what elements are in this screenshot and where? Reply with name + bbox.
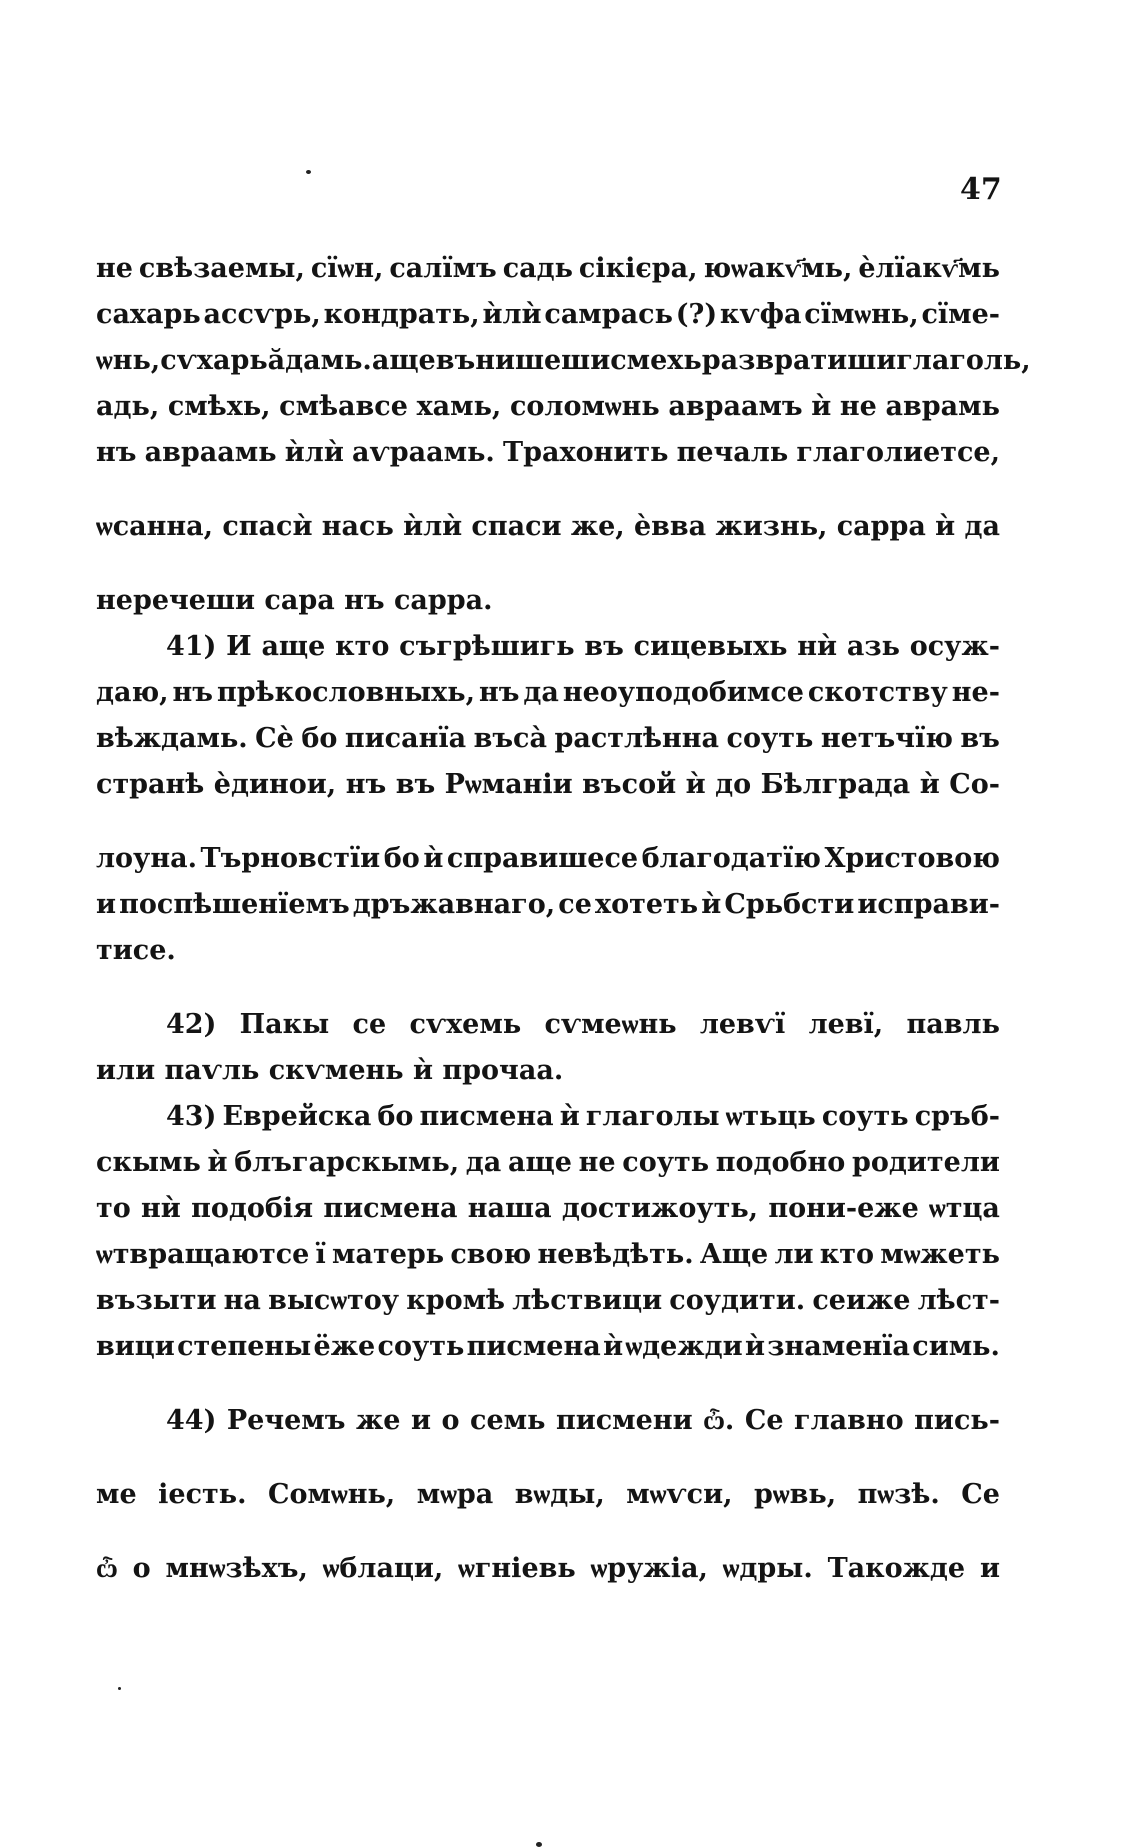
word: мѡра	[416, 1479, 494, 1510]
text-line	[96, 1140, 1000, 1186]
word: ѐлїакѵ҃мь	[858, 253, 1000, 284]
word: о	[441, 1405, 460, 1436]
word: Срьбсти	[724, 889, 855, 920]
paragraph-41-start	[96, 624, 1000, 670]
word: подобно	[715, 1147, 846, 1178]
word: бо	[301, 723, 338, 754]
text-line	[96, 1278, 1000, 1324]
word: ѐдинои,	[213, 769, 337, 800]
word: въ	[960, 723, 1000, 754]
word: не	[839, 391, 877, 422]
word: сѵхемь	[409, 1009, 522, 1040]
word: лоуна.	[96, 843, 197, 874]
word: мѡжеть	[880, 1239, 1000, 1270]
word: симь.	[912, 1331, 1000, 1362]
word: же,	[570, 511, 625, 542]
paragraph-44-start	[96, 1398, 1000, 1444]
word: вѣждамь.	[96, 723, 248, 754]
word: ѡдры.	[722, 1553, 813, 1584]
word: пѡзѣ.	[857, 1479, 940, 1510]
text-line	[96, 384, 1000, 430]
word: вици	[96, 1331, 175, 1362]
word: Такожде	[827, 1553, 966, 1584]
word: нъ	[478, 677, 520, 708]
text-line	[96, 430, 1000, 476]
word: жизнь,	[715, 511, 828, 542]
word: же	[355, 1405, 401, 1436]
word: ѝлѝ	[284, 437, 344, 468]
word: iесть.	[158, 1479, 247, 1510]
word: соуть	[821, 1101, 909, 1132]
word: глаголиетсе,	[796, 437, 1000, 468]
word: въсой	[582, 769, 677, 800]
word: сїѡн,	[310, 253, 384, 284]
text-line	[96, 882, 1000, 928]
word: соуть	[377, 1331, 465, 1362]
word: хамь,	[416, 391, 502, 422]
word: рѡвь,	[754, 1479, 837, 1510]
word: ї	[315, 1239, 326, 1270]
word: писмена	[419, 1101, 554, 1132]
word: авраамь	[144, 437, 277, 468]
word: ѝ	[919, 769, 940, 800]
word: дръжавнаго,	[352, 889, 556, 920]
word: ѡтца	[929, 1193, 1000, 1224]
body-text	[96, 246, 1031, 1592]
text-line	[96, 1232, 1000, 1278]
word: кто	[335, 631, 390, 662]
text-line	[96, 1186, 1000, 1232]
word: матерь	[332, 1239, 445, 1270]
page-number: 47	[960, 172, 1002, 207]
word: степены	[177, 1331, 312, 1362]
word: бо	[383, 843, 420, 874]
word: соудити.	[669, 1285, 806, 1316]
word: странѣ	[96, 769, 205, 800]
word: вѡды,	[514, 1479, 605, 1510]
word: осуж-	[909, 631, 1000, 662]
text-line	[96, 670, 1000, 716]
text-line	[96, 246, 1000, 292]
word: ѝ	[811, 391, 832, 422]
word: ѝлѝ	[403, 511, 463, 542]
word: неоуподобимсе	[562, 677, 804, 708]
word: да	[465, 1147, 502, 1178]
text-line	[96, 1472, 1000, 1518]
word: ѝ	[744, 1331, 765, 1362]
word: и	[96, 889, 117, 920]
word: 43)	[166, 1101, 217, 1132]
paragraph-42-start	[96, 1002, 1000, 1048]
word: сїме-	[921, 299, 1000, 330]
word: достижоуть,	[561, 1193, 759, 1224]
word: мнѡзѣхъ,	[165, 1553, 308, 1584]
word: въ	[584, 631, 624, 662]
word: скымь	[96, 1147, 201, 1178]
word: аще	[508, 1147, 572, 1178]
word: авраамъ	[668, 391, 803, 422]
word: свою	[450, 1239, 532, 1270]
word: ѝлѝ	[482, 299, 542, 330]
word: Аще	[699, 1239, 769, 1270]
word: на	[223, 1285, 261, 1316]
text-line	[96, 292, 1000, 338]
word: скотству	[807, 677, 948, 708]
word: ѝ	[559, 1101, 580, 1132]
word: Еврейска	[222, 1101, 372, 1132]
word: сицевыхь	[633, 631, 788, 662]
word: ăдамь.	[267, 345, 372, 376]
word: (?)	[675, 299, 718, 330]
word: аѵраамь.	[352, 437, 495, 468]
word: 41)	[166, 631, 217, 662]
word: ѽ.	[703, 1405, 735, 1436]
word: сарра	[836, 511, 926, 542]
word: спаси	[471, 511, 562, 542]
word: растлѣнна	[554, 723, 720, 754]
word: вънишеши	[435, 345, 611, 376]
word: невѣдѣть.	[537, 1239, 694, 1270]
word: лѣствици	[512, 1285, 663, 1316]
word: ѽ	[96, 1553, 118, 1584]
word: поспѣшенїемъ	[119, 889, 350, 920]
word: сїмѡнь,	[804, 299, 919, 330]
word: соломѡнь	[509, 391, 660, 422]
word: и	[979, 1553, 1000, 1584]
word: сахарь	[96, 299, 201, 330]
word: Бѣлграда	[760, 769, 911, 800]
word: се	[352, 1009, 387, 1040]
word: пони-еже	[768, 1193, 919, 1224]
word: Со-	[949, 769, 1000, 800]
word: ѝ	[701, 889, 722, 920]
word: сѵмеѡнь	[544, 1009, 677, 1040]
word: благодатїю	[641, 843, 821, 874]
word: высѡтоу	[268, 1285, 400, 1316]
word: прѣкословныхь,	[216, 677, 475, 708]
word: Сѐ	[255, 723, 294, 754]
word: кромѣ	[406, 1285, 506, 1316]
word: смехь	[610, 345, 702, 376]
word: ёже	[313, 1331, 376, 1362]
word: спасѝ	[222, 511, 313, 542]
word: ѝ	[423, 843, 444, 874]
word: ѡгнiевь	[458, 1553, 576, 1584]
word: глаголь,	[896, 345, 1031, 376]
word: то	[96, 1193, 131, 1224]
word: въсà	[473, 723, 547, 754]
word: левѵї	[699, 1009, 786, 1040]
word: развратиши	[701, 345, 897, 376]
text-line: неречеши сара нъ сарра.	[96, 585, 493, 616]
word: да	[523, 677, 559, 708]
word: нъ	[172, 677, 214, 708]
word: и	[410, 1405, 431, 1436]
word: И	[226, 631, 252, 662]
word: ѡсанна,	[96, 511, 214, 542]
word: нетъчїю	[820, 723, 953, 754]
word: мѡѵси,	[626, 1479, 733, 1510]
word: Търновстїи	[200, 843, 381, 874]
word: знаменїа	[767, 1331, 910, 1362]
word: да	[964, 511, 1000, 542]
word: не	[578, 1147, 616, 1178]
word: кто	[819, 1239, 875, 1270]
word: блъгарскымь,	[234, 1147, 460, 1178]
text-line: или паѵль скѵмень ѝ прочаа.	[96, 1055, 564, 1086]
word: юѡакѵ҃мь,	[703, 253, 853, 284]
word: печаль	[676, 437, 789, 468]
word: 42)	[166, 1009, 217, 1040]
text-line	[96, 762, 1000, 808]
word: кѵфа	[719, 299, 802, 330]
word: салїмъ	[389, 253, 497, 284]
text-line	[96, 338, 1031, 384]
word: сръб-	[914, 1101, 1000, 1132]
word: ѐвва	[633, 511, 707, 542]
word: кондрать,	[323, 299, 480, 330]
word: аврамь	[885, 391, 1000, 422]
word: азь	[846, 631, 900, 662]
word: пись-	[914, 1405, 1000, 1436]
word: Пакы	[239, 1009, 330, 1040]
word: главно	[794, 1405, 904, 1436]
word: ѝ	[603, 1331, 624, 1362]
word: сѵхарь	[160, 345, 268, 376]
word: Сомѡнь,	[268, 1479, 396, 1510]
word: о	[132, 1553, 151, 1584]
word: бо	[377, 1101, 414, 1132]
word: ассѵрь,	[203, 299, 321, 330]
word: въ	[395, 769, 436, 800]
word: смѣхь,	[167, 391, 271, 422]
word: глаголы	[585, 1101, 720, 1132]
word: ѡтвращаютсе	[96, 1239, 310, 1270]
word: ѡтьць	[725, 1101, 816, 1132]
word: самрась	[544, 299, 673, 330]
word: ѝ	[685, 769, 706, 800]
word: левї,	[808, 1009, 884, 1040]
word: аще	[371, 345, 436, 376]
word: павль	[906, 1009, 1000, 1040]
word: ѡблаци,	[322, 1553, 444, 1584]
word: исправи-	[857, 889, 1000, 920]
word: Трахонить	[503, 437, 669, 468]
word: Рѡманiи	[444, 769, 573, 800]
word: писанїа	[344, 723, 467, 754]
word: не-	[951, 677, 1000, 708]
word: ѡружiа,	[590, 1553, 708, 1584]
word: Христовою	[824, 843, 1000, 874]
word: Речемъ	[226, 1405, 346, 1436]
ink-speck	[118, 1687, 121, 1690]
word: справишесе	[446, 843, 639, 874]
text-line	[96, 1546, 1000, 1592]
word: ѡнь,	[96, 345, 161, 376]
ink-speck	[306, 170, 311, 174]
word: адь,	[96, 391, 160, 422]
word: нѝ	[797, 631, 838, 662]
word: семь	[470, 1405, 546, 1436]
word: даю,	[96, 677, 169, 708]
word: писмена	[466, 1331, 601, 1362]
word: нъ	[345, 769, 387, 800]
word: Се	[961, 1479, 1000, 1510]
word: Се	[744, 1405, 784, 1436]
word: соуть	[726, 723, 814, 754]
word: писмена	[323, 1193, 458, 1224]
word: подобiя	[191, 1193, 314, 1224]
word: ме	[96, 1479, 137, 1510]
word: свѣзаемы,	[138, 253, 305, 284]
word: аще	[261, 631, 326, 662]
word: ли	[774, 1239, 814, 1270]
word: съгрѣшигь	[399, 631, 575, 662]
word: сеиже	[812, 1285, 911, 1316]
word: ѝ	[935, 511, 956, 542]
text-line	[96, 504, 1000, 550]
word: нась	[321, 511, 394, 542]
word: до	[715, 769, 752, 800]
word: наша	[467, 1193, 552, 1224]
word: нѝ	[141, 1193, 181, 1224]
word: ѝ	[207, 1147, 228, 1178]
ink-speck	[536, 1842, 542, 1847]
paragraph-43-start	[96, 1094, 1000, 1140]
word: лѣст-	[917, 1285, 1000, 1316]
word: хотеть	[595, 889, 699, 920]
word: 44)	[166, 1405, 217, 1436]
word: садь	[502, 253, 573, 284]
word: възыти	[96, 1285, 217, 1316]
word: се	[558, 889, 592, 920]
text-line	[96, 836, 1000, 882]
word: писмени	[555, 1405, 693, 1436]
text-line	[96, 716, 1000, 762]
word: ѡдежди	[625, 1331, 743, 1362]
word: соуть	[622, 1147, 710, 1178]
word: смѣавсе	[279, 391, 408, 422]
text-line: тисе.	[96, 935, 176, 966]
word: не	[96, 253, 133, 284]
text-line	[96, 1324, 1000, 1370]
word: нъ	[96, 437, 137, 468]
word: сікiєра,	[578, 253, 698, 284]
word: родители	[852, 1147, 1000, 1178]
